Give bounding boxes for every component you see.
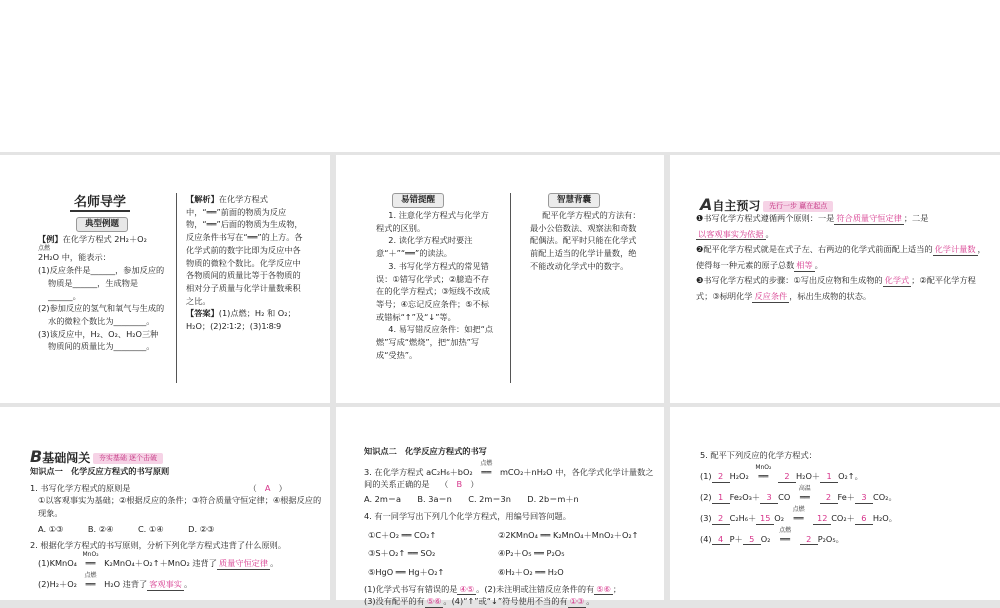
page-balancing xyxy=(670,407,1000,600)
mistake-tag: 易错提醒 xyxy=(392,193,444,208)
balance-row-3: (3) 2 C₂H₆＋ 15 O₂ ══ 点燃 12 CO₂＋ 6 H₂O。 xyxy=(700,505,897,523)
example-tag: 典型例题 xyxy=(76,217,128,232)
practice-content: 知识点一 化学反应方程式的书写原则 1. 书写化学方程式的原则是 （ A ） ①以客观事实为基础；②根据反应的条件；③符合质量守恒定律；④根据反应的现象。 A. ①③ B. ②④ C. ①④ D. ②③ 2. 根据化学方程式的书写原则，分析下列化学方程式违背了什么原则。 (1)KMnO₄ ══ MnO₂ K₂MnO₄＋O₂↑＋MnO₂ 违背了 质量守恒定律 。 (2)H₂＋O₂ ══ 点燃 H₂O 违背了 客观事实 。 xyxy=(30,466,322,590)
section-header: B基础闯关 夯实基础 逐个击破 xyxy=(30,445,163,470)
analysis-block: 【解析】在化学方程式中，“══”前面的物质为反应物，“══”后面的物质为生成物，反应条件书写在“══”的上方。各化学式前的数字比即为反应中各物质的微粒个数比。化学反应中各物质间的质量比等于各物质的相对分子质量与化学计量数乘积之比。 【答案】(1)点燃；H₂ 和 O₂；H₂O；(2)2∶1∶2；(3)1∶8∶9 xyxy=(186,194,303,332)
wisdom-tag: 智慧背囊 xyxy=(548,193,600,208)
balancing-content: 5. 配平下列反应的化学方程式： (1) 2 H₂O₂ ══ MnO₂ 2 H₂O＋ 1 O₂↑。 (2) 1 Fe₂O₃＋ 3 CO ══ 高温 2 Fe＋ 3 CO₂。 (3) 2 C₂H₆＋ 15 O₂ ══ 点燃 12 CO₂＋ 6 H₂O。 (4) 4 P＋ 5 O₂ ══ 点燃 2 P₂O₅。 xyxy=(700,445,992,550)
divider-line xyxy=(510,193,511,383)
page-tips xyxy=(336,155,664,403)
section-title: 名师导学 xyxy=(60,193,140,213)
section-header: A自主预习 先行一步 赢在起点 xyxy=(700,193,833,218)
divider-line xyxy=(176,193,177,383)
page-knowledge-point-2 xyxy=(336,407,664,607)
page-self-study xyxy=(670,155,1000,403)
page-basic-practice xyxy=(0,407,330,600)
kp2-content: 知识点二 化学反应方程式的书写 3. 在化学方程式 aC₂H₆＋bO₂ ══ 点燃 mCO₂＋nH₂O 中，各化学式化学计量数之间的关系正确的是 （ B ） A. 2m＝a B. 3a＝n C. 2m＝3n D. 2b＝m＋n 4. 有一同学写出下列几个化学方程式，用编号回答问题。 ①C＋O₂ ══ CO₂↑ ②2KMnO₄ ══ K₂MnO₄＋MnO₂＋O₂↑ ③S＋O₂↑ ══ SO₂ ④P₂＋O₅ ══ P₂O₅ ⑤HgO ══ Hg＋O₂↑ ⑥H₂＋O₂ ══ H₂O (1)化学式书写有错误的是 ④⑤ 。(2)未注明或注错反应条件的有 ⑤⑥ ； (3)没有配平的有 ⑤⑥ 。(4)“↑”或“↓”符号使用不当的有 ①③ 。 xyxy=(364,446,654,607)
page-teacher-guide xyxy=(0,155,330,403)
balance-row-2: (2) 1 Fe₂O₃＋ 3 CO ══ 高温 2 Fe＋ 3 CO₂。 xyxy=(700,484,897,502)
preview-content: ❶书写化学方程式遵循两个原则：一是 符合质量守恒定律 ；二是以客观事实为依据 。 ❷配平化学方程式就是在式子左、右两边的化学式前面配上适当的 化学计量数 ，使得每一种元素的原子总数 相等 。 ❸书写化学方程式的步骤：①写出反应物和生成物的 化学式 ；②配平化学方程式；③标明化学 反应条件 ，标出生成物的状态。 xyxy=(696,213,986,301)
balance-row-1: (1) 2 H₂O₂ ══ MnO₂ 2 H₂O＋ 1 O₂↑。 xyxy=(700,463,863,481)
top-blank-area xyxy=(0,0,1000,152)
mistake-list: 1. 注意化学方程式与化学方程式的区别。 2. 读化学方程式时要注意“＋”“══”的读法。 3. 书写化学方程式的常见错误：①错写化学式；②臆造不存在的化学方程式；③短线不改成等号；④忘记反应条件；⑤不标或错标“↑”及“↓”等。 4. 易写错反应条件：如把“点燃”写成“燃烧”，把“加热”写成“受热”。 xyxy=(376,210,494,360)
wisdom-text: 配平化学方程式的方法有：最小公倍数法、观察法和奇数配偶法。配平时只能在化学式前配上适当的化学计量数，绝不能改动化学式中的数字。 xyxy=(530,210,641,271)
example-question: 【例】在化学方程式 2H₂＋O₂ 点燃 2H₂O 中，能表示： (1)反应条件是______，参加反应的物质是______，生成物是______。 (2)参加反应的氢气和氧气与生成的水的微粒个数比为________。 (3)该反应中，H₂、O₂、H₂O三种物质间的质量比为________。 xyxy=(38,234,165,352)
balance-row-4: (4) 4 P＋ 5 O₂ ══ 点燃 2 P₂O₅。 xyxy=(700,526,844,544)
